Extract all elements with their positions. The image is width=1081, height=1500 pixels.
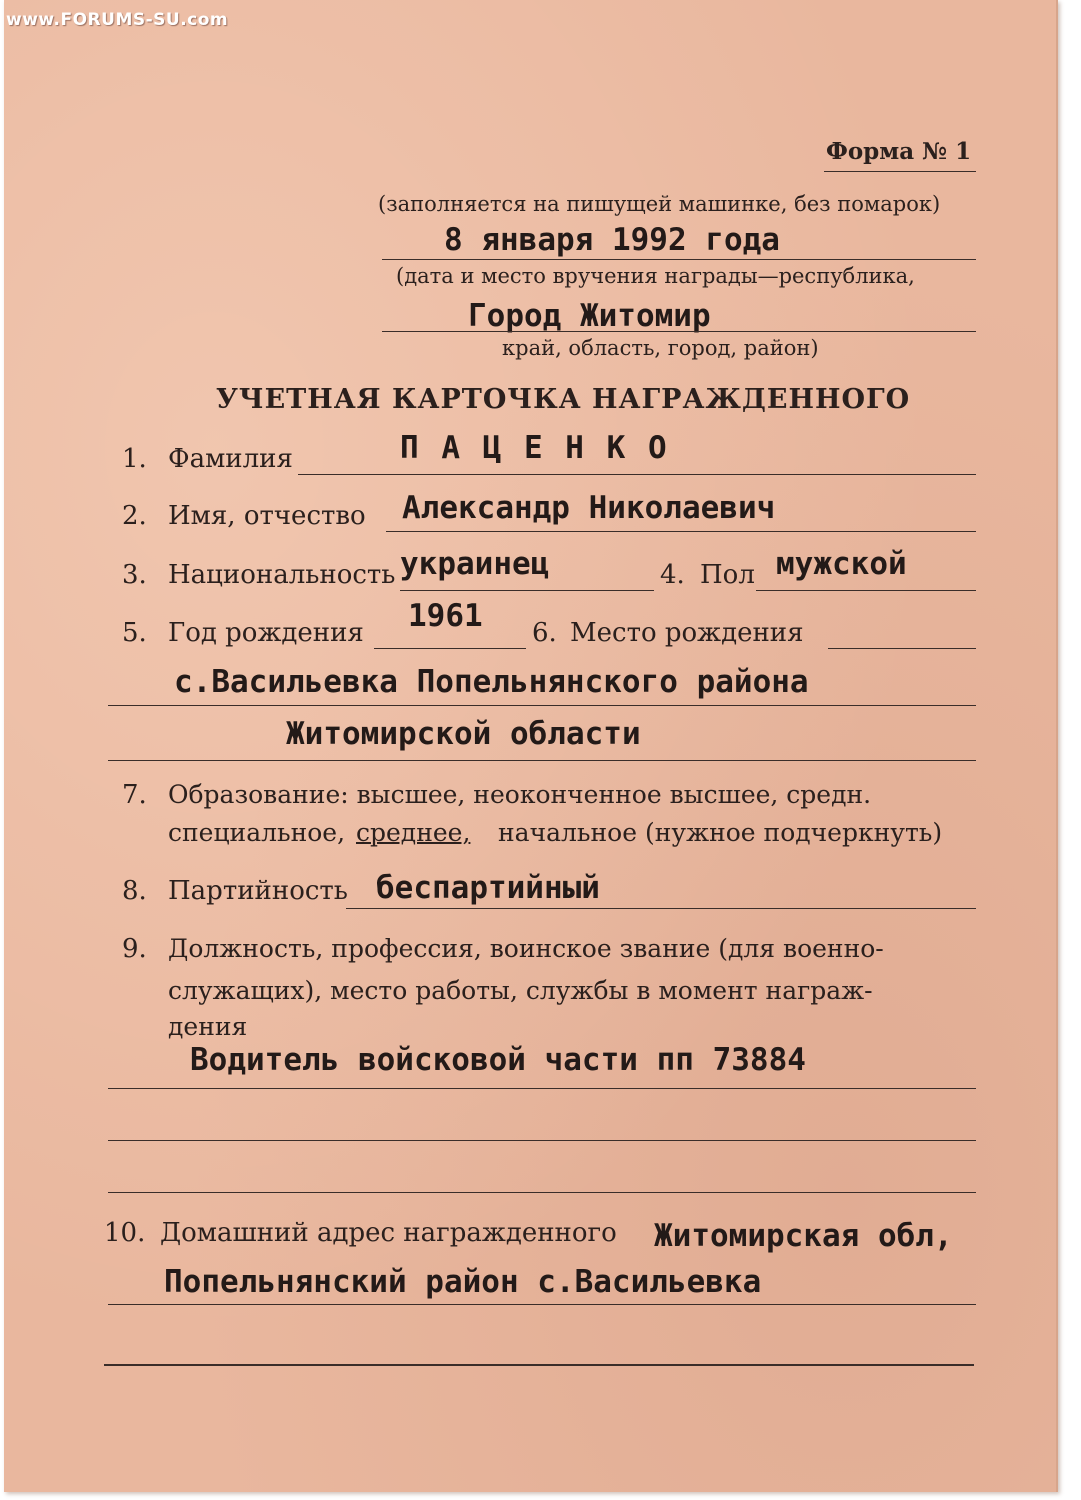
name-label: Имя, отчество [168, 501, 366, 531]
sex-number: 4. [660, 560, 685, 590]
address-line-b [104, 1364, 974, 1366]
birth-place-label: Место рождения [570, 618, 804, 648]
address-line-a [108, 1304, 976, 1305]
position-number: 9. [122, 934, 147, 964]
education-line-2-after: начальное (нужное подчеркнуть) [498, 818, 943, 847]
site-watermark: www.FORUMS-SU.com [6, 10, 229, 30]
birth-place-number: 6. [532, 618, 557, 648]
award-date-value: 8 января 1992 года [444, 222, 780, 258]
nationality-label: Национальность [168, 560, 396, 590]
education-selected-option: среднее, [356, 818, 471, 847]
address-value-2: Попельнянский район с.Васильевка [164, 1264, 762, 1300]
surname-label: Фамилия [168, 444, 293, 474]
birth-year-number: 5. [122, 618, 147, 648]
sex-value: мужской [776, 546, 907, 582]
party-value: беспартийный [376, 870, 600, 906]
name-number: 2. [122, 501, 147, 531]
position-value: Водитель войсковой части пп 73884 [190, 1042, 806, 1078]
position-line-b [108, 1140, 976, 1141]
party-number: 8. [122, 876, 147, 906]
address-value-1: Житомирская обл, [654, 1218, 953, 1254]
nationality-value: украинец [400, 546, 550, 582]
position-line-3: дения [168, 1012, 248, 1041]
surname-line [298, 474, 976, 475]
birth-year-line [374, 648, 526, 649]
education-line-2-before: специальное, [168, 818, 346, 847]
birth-place-line-1 [828, 648, 976, 649]
party-label: Партийность [168, 876, 348, 906]
surname-number: 1. [122, 444, 147, 474]
birth-year-label: Год рождения [168, 618, 364, 648]
sex-label: Пол [700, 560, 755, 590]
award-place-caption: край, область, город, район) [502, 336, 819, 360]
surname-value: П А Ц Е Н К О [400, 430, 669, 466]
card-title: УЧЕТНАЯ КАРТОЧКА НАГРАЖДЕННОГО [216, 384, 911, 415]
education-line-1: Образование: высшее, неоконченное высшее, средн. [168, 780, 872, 809]
award-place-value: Город Житомир [468, 298, 711, 334]
sex-line [756, 590, 976, 591]
fill-instruction: (заполняется на пишущей машинке, без помарок) [378, 192, 941, 216]
nationality-line [400, 590, 654, 591]
award-place-line [382, 331, 976, 332]
form-number: Форма № 1 [826, 138, 972, 165]
award-date-caption: (дата и место вручения награды—республика, [396, 264, 915, 288]
birth-place-value-1: с.Васильевка Попельнянского района [174, 664, 809, 700]
birth-place-value-2: Житомирской области [286, 716, 641, 752]
birth-place-line-2 [108, 705, 976, 706]
position-line-2: служащих), место работы, службы в момент награж- [168, 976, 873, 1005]
position-line-1: Должность, профессия, воинское звание (для военно- [168, 934, 884, 963]
nationality-number: 3. [122, 560, 147, 590]
position-line-c [108, 1192, 976, 1193]
name-value: Александр Николаевич [402, 490, 776, 526]
name-line [386, 531, 976, 532]
address-label: Домашний адрес награжденного [160, 1218, 617, 1248]
form-number-underline [824, 171, 976, 172]
position-line-a [108, 1088, 976, 1089]
birth-place-line-3 [108, 760, 976, 761]
party-line [346, 908, 976, 909]
birth-year-value: 1961 [408, 598, 483, 634]
education-number: 7. [122, 780, 147, 810]
award-record-card [4, 0, 1058, 1492]
award-date-line [382, 259, 976, 260]
address-number: 10. [104, 1218, 146, 1248]
